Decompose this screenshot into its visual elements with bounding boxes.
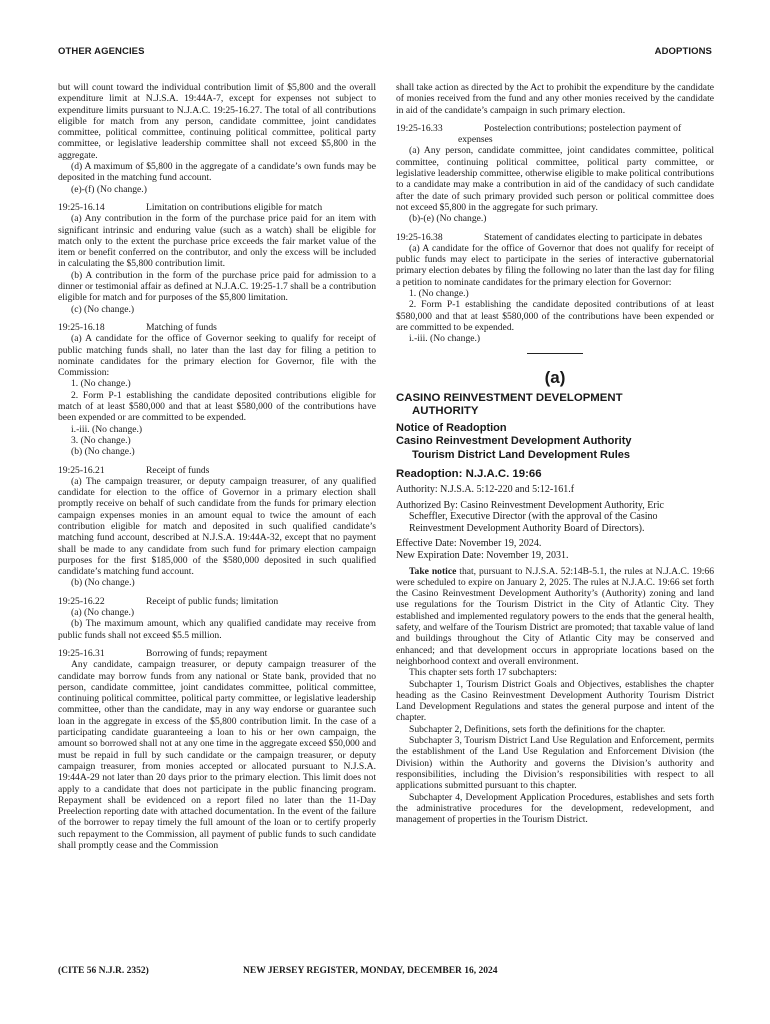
running-header-section: OTHER AGENCIES	[58, 46, 145, 57]
paragraph: (c) (No change.)	[71, 303, 135, 315]
paragraph: (e)-(f) (No change.)	[71, 183, 147, 195]
section-title: Matching of funds	[146, 321, 217, 333]
paragraph: (b) (No change.)	[71, 577, 135, 589]
section-title: Statement of candidates electing to participate in debates	[484, 231, 703, 243]
paragraph: (b)-(e) (No change.)	[409, 213, 487, 225]
section-title: Limitation on contributions eligible for match	[146, 201, 323, 213]
take-notice-lead: Take notice	[409, 565, 457, 577]
section-heading	[58, 648, 376, 659]
rule-title: Casino Reinvestment Development Authority	[396, 435, 632, 448]
subchapter-summary: Subchapter 4, Development Application Procedures, establishes and sets forth the administrative procedures for the development, redevelopment, and management of properties in the Tourism District.	[396, 791, 714, 826]
subchapter-summary: Subchapter 3, Tourism District Land Use Regulation and Enforcement, permits the establishment of the Land Use Regulation and Enforcement Division (the Division) within the Authority and governs the Division’s authority and responsibilities, including the Division’s responsibilities with respect to all applications submitted pursuant to this chapter.	[396, 735, 714, 792]
section-heading	[396, 232, 714, 243]
section-heading	[58, 596, 376, 607]
agency-name: CASINO REINVESTMENT DEVELOPMENT	[396, 391, 623, 404]
agency-name-continued: AUTHORITY	[412, 405, 479, 418]
paragraph: i.-iii. (No change.)	[409, 333, 481, 345]
section-code: 19:25-16.14	[58, 201, 105, 213]
section-heading	[396, 123, 714, 134]
paragraph: (a) A candidate for the office of Governor seeking to qualify for receipt of public matching funds shall, no later than the last day for filing a petition to nominate candidates for the primary election for Governor, file with the Commission:	[58, 333, 376, 379]
paragraph: 2. Form P-1 establishing the candidate deposited contributions of at least $580,000 and that at least $580,000 of the contributions have been expended or are committed to be expended.	[396, 299, 714, 333]
paragraph: Any candidate, campaign treasurer, or deputy campaign treasurer of the candidate may borrow funds from any national or State bank, provided that no person, candidate committee, joint candidates committee, political committee, continuing political committee, political party committee, or legislative leadership committee, other than the candidate, may in any way endorse or guarantee such loan in the aggregate in excess of the $5,800 contribution limit. In the case of a participating candidate guaranteeing a loan to his or her own campaign, the amount so borrowed shall not at any one time in the aggregate exceed $50,000 and must be repaid in full by such candidate or the campaign treasurer, or deputy campaign treasurer, from monies accepted or allocated pursuant to N.J.S.A. 19:44A-29 not later than 20 days prior to the primary election. This limit does not apply to a candidate that does not participate in the public financing program. Repayment shall be evidenced on a report filed no later than the 11-Day Preelection reporting date with attached documentation. In the event of the failure of the borrower to repay timely the full amount of the loan or to certify properly such repayment to the Commission, all payment of public funds to such candidate shall promptly cease and the Commission	[58, 659, 376, 851]
paragraph: (d) A maximum of $5,800 in the aggregate of a candidate’s own funds may be deposited in the matching fund account.	[58, 161, 376, 184]
authority-line: Authority: N.J.S.A. 5:12-220 and 5:12-161.f	[396, 484, 575, 496]
section-title: Postelection contributions; postelection payment of	[484, 122, 682, 134]
paragraph: This chapter sets forth 17 subchapters:	[409, 667, 557, 679]
paragraph: (b) A contribution in the form of the purchase price paid for admission to a dinner or testimonial affair as defined at N.J.A.C. 19:25-1.7 shall be a contribution eligible for match and for purposes of the $5,800 limitation.	[58, 269, 376, 304]
rule-title-continued: Tourism District Land Development Rules	[412, 448, 631, 461]
take-notice-body: that, pursuant to N.J.S.A. 52:14B-5.1, the rules at N.J.A.C. 19:66 were scheduled to expire on January 2, 2025. The rules at N.J.A.C. 19:66 set forth the Casino Reinvestment Development Authority’s (Authority) zoning and land use regulations for the Tourism District in the City of Atlantic City. They established and implemented regulatory powers to the ends that the general health, safety, and welfare of the Tourism District are promoted; that taxable value of land and buildings throughout the City of Atlantic City may be conserved and enhanced; and that development occurs in appropriate locations based on the neighborhood context and overall environment.	[396, 565, 714, 667]
subchapter-summary: Subchapter 2, Definitions, sets forth the definitions for the chapter.	[409, 723, 666, 735]
effective-date: Effective Date: November 19, 2024.	[396, 538, 542, 550]
continued-paragraph: but will count toward the individual contribution limit of $5,800 and the overall expenditure limit at N.J.S.A. 19:44A-7, except for expenses not subject to expenditure limits pursuant to N.J.A.C. 19:25-16.27. The total of all contributions eligible for match from any person, candidate committee, joint candidates committee, political committee, continuing political committee, political party committee, or legislative leadership committee shall not exceed $5,800 in the aggregate.	[58, 82, 376, 161]
paragraph: (a) A candidate for the office of Governor that does not qualify for receipt of public funds may elect to participate in the series of interactive gubernatorial primary election debates by filing the following no later than the last day for filing a petition to nominate candidates for the primary election for Governor:	[396, 242, 714, 288]
paragraph: 1. (No change.)	[409, 288, 469, 300]
footer-publication: NEW JERSEY REGISTER, MONDAY, DECEMBER 16, 2024	[243, 966, 498, 976]
paragraph: 3. (No change.)	[71, 434, 131, 446]
authorized-by-continued: Scheffler, Executive Director (with the approval of the Casino	[409, 511, 658, 523]
paragraph: (b) The maximum amount, which any qualified candidate may receive from public funds shall not exceed $5.5 million.	[58, 618, 376, 641]
paragraph: (a) The campaign treasurer, or deputy campaign treasurer, of any qualified candidate for election to the office of Governor in a primary election shall promptly receive on behalf of such candidate from the funds for primary election campaign expenses monies in an amount equal to twice the amount of each contribution eligible for match and deposited in such qualified candidate’s matching fund account, described at N.J.S.A. 19:44A-32, except that no payment shall be made to any candidate from such fund for primary election campaign purposes for the first $185,000 of the $580,000 deposited in such qualified candidate’s matching fund account.	[58, 475, 376, 578]
readoption-citation: Readoption: N.J.A.C. 19:66	[396, 468, 542, 481]
section-title: Borrowing of funds; repayment	[146, 647, 268, 659]
take-notice-paragraph	[396, 566, 714, 668]
section-code: 19:25-16.18	[58, 321, 105, 333]
left-column	[58, 82, 376, 851]
paragraph: (a) (No change.)	[71, 607, 135, 619]
running-header-category: ADOPTIONS	[654, 46, 712, 57]
section-heading	[58, 202, 376, 213]
section-title-continued: expenses	[458, 134, 493, 146]
section-title: Receipt of funds	[146, 464, 210, 476]
paragraph: 2. Form P-1 establishing the candidate deposited contributions eligible for match of at least $580,000 and that at least $580,000 of the contributions have been expended or are committed to be expended.	[58, 389, 376, 424]
section-code: 19:25-16.21	[58, 464, 105, 476]
authorized-by-continued: Reinvestment Development Authority Board of Directors).	[409, 522, 645, 534]
paragraph: i.-iii. (No change.)	[71, 423, 143, 435]
subchapter-summary: Subchapter 1, Tourism District Goals and Objectives, establishes the chapter heading as the Casino Reinvestment Development Authority Tourism District Land Development Regulations and states the general purpose and intent of the chapter.	[396, 678, 714, 724]
section-heading	[58, 322, 376, 333]
right-column	[396, 82, 714, 825]
footer-citation: (CITE 56 N.J.R. 2352)	[58, 966, 149, 976]
expiration-date: New Expiration Date: November 19, 2031.	[396, 550, 569, 561]
section-code: 19:25-16.31	[58, 647, 105, 659]
section-code: 19:25-16.22	[58, 595, 105, 607]
paragraph: (a) Any person, candidate committee, joint candidates committee, political committee, continuing political committee, political party committee, or legislative leadership committee, otherwise eligible to make political contributions to a candidate may make a contribution in aid of the candidacy of such candidate after the date of such primary provided such person or political committee does not exceed $5,800 in the aggregate for such primary.	[396, 145, 714, 213]
section-heading	[58, 465, 376, 476]
notice-marker: (a)	[544, 367, 566, 387]
paragraph: 1. (No change.)	[71, 378, 131, 390]
continued-paragraph: shall take action as directed by the Act to prohibit the expenditure by the candidate of monies received from the fund and any other monies received by the candidate in aid of the candidate’s campaign in such primary election.	[396, 82, 714, 116]
section-code: 19:25-16.38	[396, 231, 443, 243]
section-title: Receipt of public funds; limitation	[146, 595, 279, 607]
section-divider	[527, 353, 583, 354]
section-code: 19:25-16.33	[396, 122, 443, 134]
paragraph: (b) (No change.)	[71, 446, 135, 458]
authorized-by: Authorized By: Casino Reinvestment Development Authority, Eric	[396, 499, 664, 511]
notice-type: Notice of Readoption	[396, 421, 507, 434]
paragraph: (a) Any contribution in the form of the purchase price paid for an item with significant intrinsic and enduring value (such as a watch) shall be eligible for match only to the extent the purchase price exceeds the fair market value of the item or benefit conferred on the contributor, and only the excess will be included in calculating the $5,800 contribution limit.	[58, 213, 376, 270]
